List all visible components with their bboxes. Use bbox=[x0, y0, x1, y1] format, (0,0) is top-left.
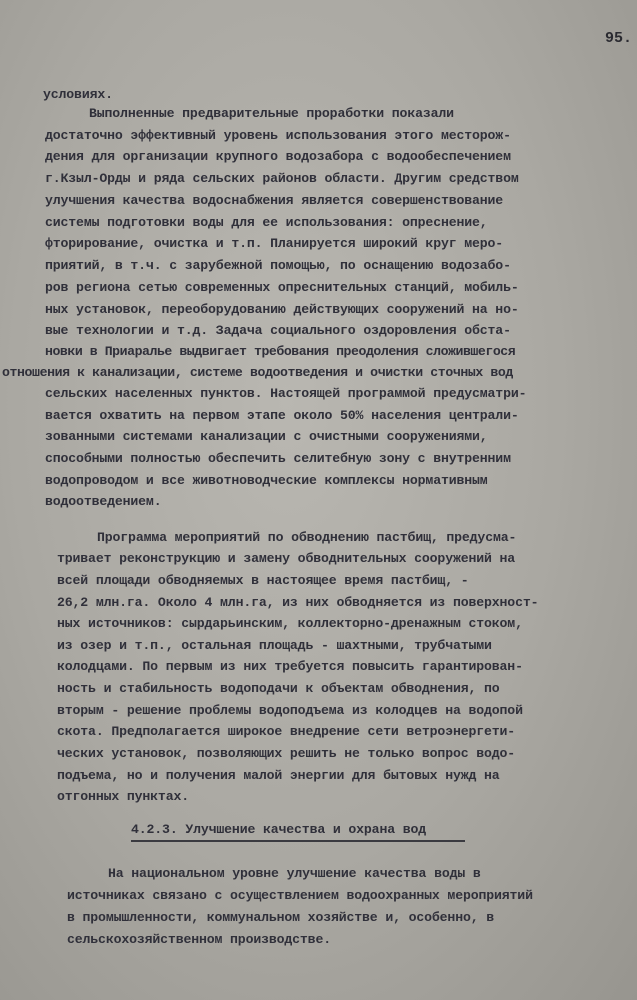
text-line: источниках связано с осуществлением водоохранных мероприятий bbox=[67, 888, 533, 903]
text-line: г.Кзыл-Орды и ряда сельских районов области. Другим средством bbox=[45, 171, 519, 186]
text-line: зованными системами канализации с очистными сооружениями, bbox=[45, 429, 488, 444]
text-line: 26,2 млн.га. Около 4 млн.га, из них обводняется из поверхност- bbox=[57, 595, 539, 610]
text-line: скота. Предполагается широкое внедрение сети ветроэнергети- bbox=[57, 724, 516, 739]
text-line: из озер и т.п., остальная площадь - шахтными, трубчатыми bbox=[57, 638, 492, 653]
text-line: дения для организации крупного водозабора с водообеспечением bbox=[45, 149, 511, 164]
text-line: тривает реконструкцию и замену обводнительных сооружений на bbox=[57, 551, 516, 566]
text-line: подъема, но и получения малой энергии для бытовых нужд на bbox=[57, 768, 500, 783]
text-line: отгонных пунктах. bbox=[57, 789, 189, 804]
text-line: ных установок, переоборудованию действующих сооружений на но- bbox=[45, 302, 519, 317]
text-line: сельских населенных пунктов. Настоящей программой предусматри- bbox=[45, 386, 527, 401]
page-number: 95. bbox=[605, 30, 633, 47]
text-line: Программа мероприятий по обводнению пастбищ, предусма- bbox=[97, 530, 517, 545]
text-line: вторым - решение проблемы водоподъема из колодцев на водопой bbox=[57, 703, 523, 718]
text-line: ность и стабильность водоподачи к объектам обводнения, по bbox=[57, 681, 500, 696]
text-line: водопроводом и все животноводческие комплексы нормативным bbox=[45, 473, 488, 488]
text-line: Выполненные предварительные проработки показали bbox=[89, 106, 454, 121]
text-line: приятий, в т.ч. с зарубежной помощью, по оснащению водозабо- bbox=[45, 258, 511, 273]
text-line: вается охватить на первом этапе около 50% населения централи- bbox=[45, 408, 519, 423]
text-line: способными полностью обеспечить селитебную зону с внутренним bbox=[45, 451, 511, 466]
text-line: ров региона сетью современных опреснительных станций, мобиль- bbox=[45, 280, 519, 295]
text-line: На национальном уровне улучшение качества воды в bbox=[108, 866, 481, 881]
text-line: ных источников: сырдарьинским, коллекторно-дренажным стоком, bbox=[57, 616, 523, 631]
text-line: условиях. bbox=[43, 87, 113, 102]
text-line: колодцами. По первым из них требуется повысить гарантирован- bbox=[57, 659, 523, 674]
text-line: системы подготовки воды для ее использования: опреснение, bbox=[45, 215, 488, 230]
text-line: вые технологии и т.д. Задача социального оздоровления обста- bbox=[45, 323, 511, 338]
text-line: ческих установок, позволяющих решить не только вопрос водо- bbox=[57, 746, 516, 761]
text-line: достаточно эффективный уровень использования этого месторож- bbox=[45, 128, 511, 143]
text-line: водоотведением. bbox=[45, 494, 162, 509]
heading-underline bbox=[131, 840, 465, 842]
section-heading: 4.2.3. Улучшение качества и охрана вод bbox=[131, 822, 427, 837]
text-line: новки в Приаралье выдвигает требования преодоления сложившегося bbox=[45, 344, 516, 359]
text-line: улучшения качества водоснабжения является совершенствование bbox=[45, 193, 504, 208]
text-line: сельскохозяйственном производстве. bbox=[67, 932, 331, 947]
text-line: фторирование, очистка и т.п. Планируется широкий круг меро- bbox=[45, 236, 504, 251]
text-line: всей площади обводняемых в настоящее время пастбищ, - bbox=[57, 573, 469, 588]
text-line: отношения к канализации, системе водоотведения и очистки сточных вод bbox=[2, 365, 513, 380]
text-line: в промышленности, коммунальном хозяйстве и, особенно, в bbox=[67, 910, 495, 925]
